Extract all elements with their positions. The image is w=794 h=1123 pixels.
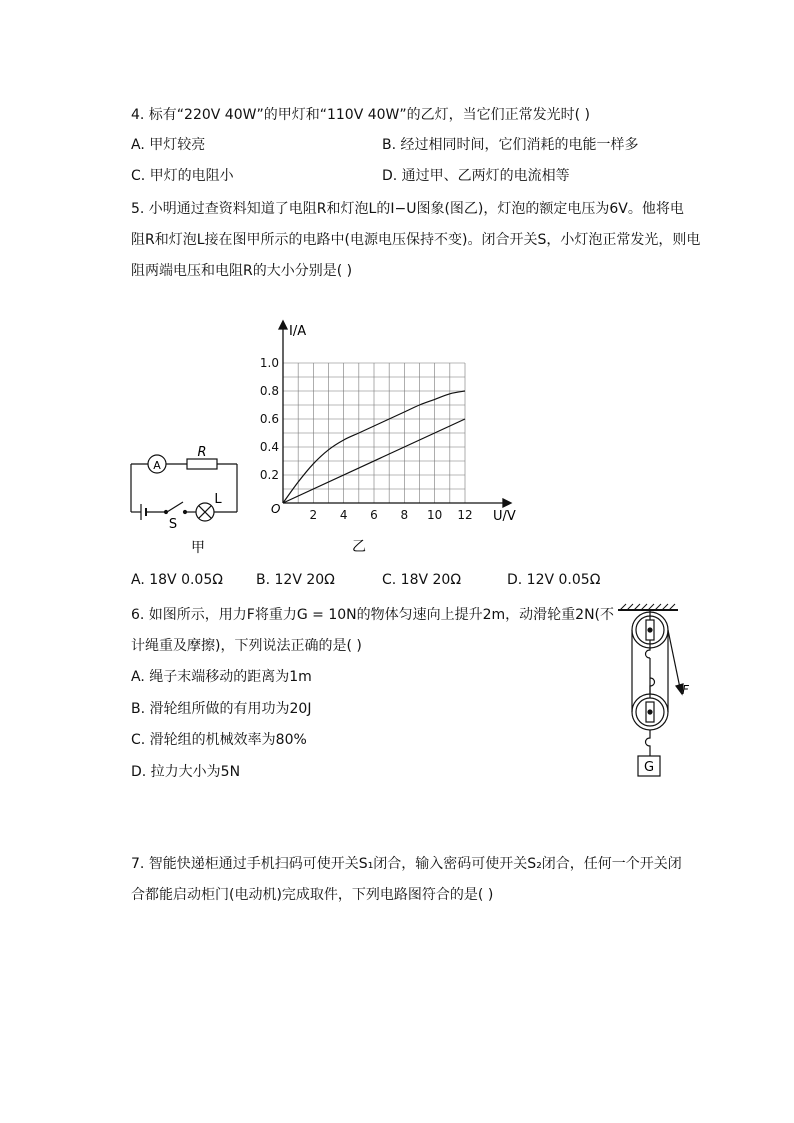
ammeter-label: A: [153, 459, 161, 472]
q6-stem-line1: 6. 如图所示，用力F将重力G = 10N的物体匀速向上提升2m，动滑轮重2N(不: [131, 607, 615, 623]
x-tick-label: 2: [309, 508, 318, 522]
q5-stem-line2: 阻R和灯泡L接在图甲所示的电路中(电源电压保持不变)。闭合开关S，小灯泡正常发光，则电: [131, 232, 701, 248]
q7-stem-line1: 7. 智能快递柜通过手机扫码可使开关S₁闭合，输入密码可使开关S₂闭合，任何一个开关闭: [131, 856, 682, 872]
x-axis-label: U/V: [493, 509, 516, 524]
y-tick-label: 0.2: [259, 468, 279, 482]
q6-stem-line2: 计绳重及摩擦)，下列说法正确的是( ): [131, 638, 362, 654]
circuit-caption: 甲: [191, 540, 205, 556]
q5-stem-line3: 阻两端电压和电阻R的大小分别是( ): [131, 263, 353, 279]
y-axis-arrow: [279, 321, 287, 329]
y-axis-label: I/A: [289, 324, 307, 339]
q5-stem-line1: 5. 小明通过查资料知道了电阻R和灯泡L的I−U图象(图乙)，灯泡的额定电压为6V。他将电: [131, 201, 684, 217]
rope-free-end: [668, 630, 680, 688]
q6-option-d: D. 拉力大小为5N: [131, 764, 241, 780]
x-tick-label: 6: [370, 508, 378, 522]
weight-label: G: [643, 760, 655, 775]
resistor-symbol: [187, 459, 217, 469]
q7-stem-line2: 合都能启动柜门(电动机)完成取件，下列电路图符合的是( ): [131, 887, 494, 903]
y-tick-label: 0.6: [259, 412, 279, 426]
q4-stem: 4. 标有“220V 40W”的甲灯和“110V 40W”的乙灯，当它们正常发光时( ): [131, 107, 591, 123]
q6-option-c: C. 滑轮组的机械效率为80%: [131, 732, 307, 748]
x-tick-label: 10: [427, 508, 443, 522]
q4-option-d: D. 通过甲、乙两灯的电流相等: [382, 168, 570, 184]
resistor-label: R: [197, 445, 207, 460]
y-tick-label: 0.8: [259, 384, 279, 398]
q5-option-c: C. 18V 20Ω: [382, 572, 462, 588]
y-tick-label: 0.4: [259, 440, 279, 454]
x-tick-label: 4: [339, 508, 348, 522]
graph-caption: 乙: [352, 539, 366, 555]
graph-grid: [283, 363, 465, 503]
q5-option-b: B. 12V 20Ω: [256, 572, 335, 588]
iu-graph: [255, 315, 535, 560]
q5-option-a: A. 18V 0.05Ω: [131, 572, 223, 588]
origin-label: O: [271, 502, 281, 516]
q6-option-b: B. 滑轮组所做的有用功为20J: [131, 701, 312, 717]
circuit-diagram: [125, 440, 245, 560]
q4-option-b: B. 经过相同时间，它们消耗的电能一样多: [382, 137, 639, 153]
y-tick-label: 1.0: [259, 356, 279, 370]
x-axis-arrow: [503, 499, 511, 507]
x-tick-label: 8: [400, 508, 409, 522]
q5-option-d: D. 12V 0.05Ω: [507, 572, 601, 588]
switch-label: S: [168, 517, 178, 532]
pulley-figure: [612, 598, 702, 783]
x-tick-label: 12: [457, 508, 473, 522]
q6-option-a: A. 绳子末端移动的距离为1m: [131, 669, 312, 685]
switch-lever: [167, 502, 183, 512]
force-label: F: [682, 683, 689, 697]
lamp-label: L: [214, 492, 222, 507]
q4-option-c: C. 甲灯的电阻小: [131, 168, 234, 184]
q4-option-a: A. 甲灯较亮: [131, 137, 206, 153]
